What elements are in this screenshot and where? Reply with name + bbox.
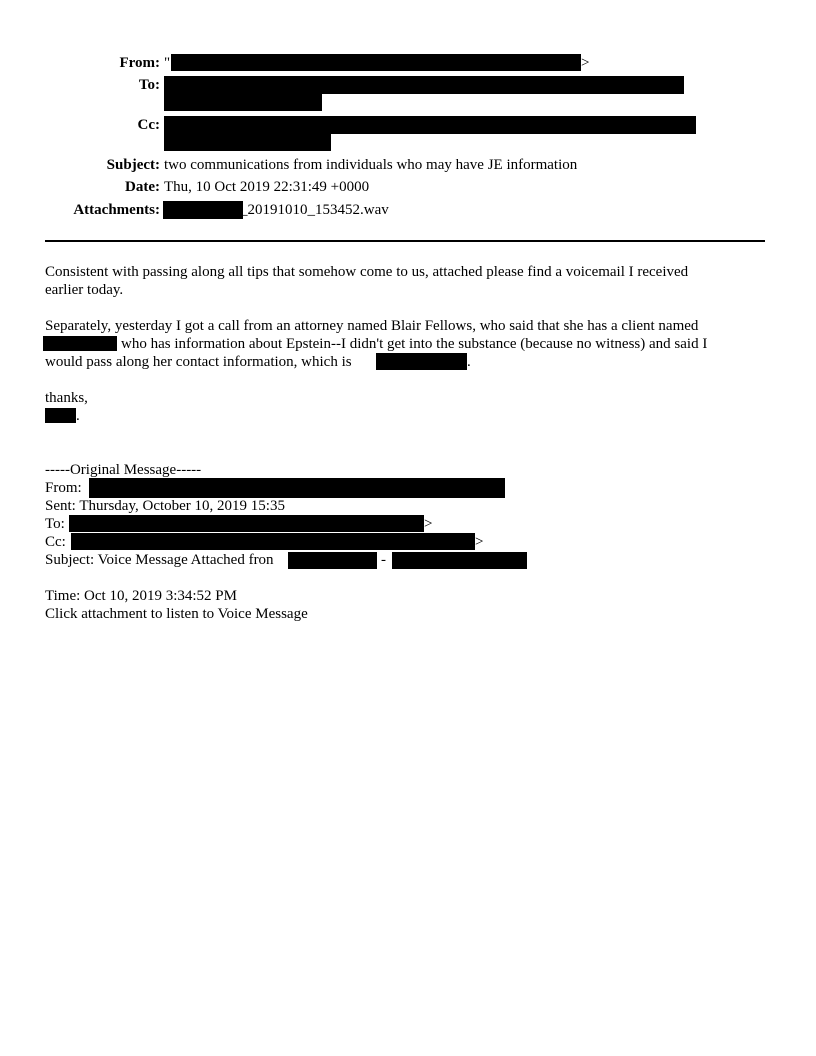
body-para2-line3 (45, 353, 352, 371)
redaction-box (288, 552, 377, 569)
attachments-label: Attachments: (73, 202, 160, 218)
body-para2-end: . (467, 354, 471, 370)
redaction-box (392, 552, 527, 569)
redaction-box (163, 201, 243, 219)
original-time: Time: Oct 10, 2019 3:34:52 PM (45, 588, 237, 604)
redaction-box (171, 54, 581, 71)
body-para2-line3-text: would pass along her contact information, which is (45, 354, 352, 370)
date-label: Date: (125, 179, 160, 195)
body-para2-line2: who has information about Epstein--I didn't get into the substance (because no witness) and said I (121, 336, 708, 352)
from-label: From: (119, 55, 160, 71)
original-to-suffix: > (424, 516, 433, 532)
redaction-box (89, 478, 505, 498)
original-marker: -----Original Message----- (45, 462, 202, 478)
subject-row (0, 156, 816, 174)
date-value: Thu, 10 Oct 2019 22:31:49 +0000 (164, 179, 370, 195)
signoff: thanks, (45, 390, 88, 406)
redaction-box (376, 353, 467, 370)
redaction-box (69, 515, 424, 532)
subject-value: two communications from individuals who may have JE information (164, 157, 578, 173)
redaction-box (71, 533, 475, 550)
body-para1-line2: earlier today. (45, 282, 124, 298)
redaction-box (164, 116, 696, 134)
date-row (0, 178, 816, 196)
original-subject-sep: - (381, 552, 386, 568)
from-value (164, 54, 170, 72)
original-subject: Subject: Voice Message Attached fron (45, 552, 274, 568)
redaction-box (164, 94, 322, 111)
original-sent: Sent: Thursday, October 10, 2019 15:35 (45, 498, 285, 514)
from-row (0, 54, 816, 72)
redaction-box (164, 76, 684, 94)
from-suffix: > (581, 55, 590, 71)
subject-label: Subject: (106, 157, 160, 173)
to-label: To: (138, 77, 160, 93)
header-divider (45, 240, 765, 242)
original-cc-label: Cc: (45, 534, 66, 550)
redaction-box (43, 336, 117, 351)
redaction-box (45, 408, 76, 423)
cc-label: Cc: (137, 117, 160, 133)
attachment-filename[interactable]: _20191010_153452.wav (240, 202, 389, 218)
original-from-label: From: (45, 480, 82, 496)
body-para2-line1: Separately, yesterday I got a call from an attorney named Blair Fellows, who said that she has a client named (45, 318, 699, 334)
signature-end: . (76, 408, 80, 424)
from-prefix: " (164, 55, 171, 71)
attachments-row (0, 201, 816, 219)
original-cc-suffix: > (475, 534, 484, 550)
redaction-box (164, 134, 331, 151)
body-para1-line1: Consistent with passing along all tips that somehow come to us, attached please find a voicemail I received (45, 264, 689, 280)
original-to-label: To: (45, 516, 65, 532)
original-click-instruction: Click attachment to listen to Voice Message (45, 606, 308, 622)
